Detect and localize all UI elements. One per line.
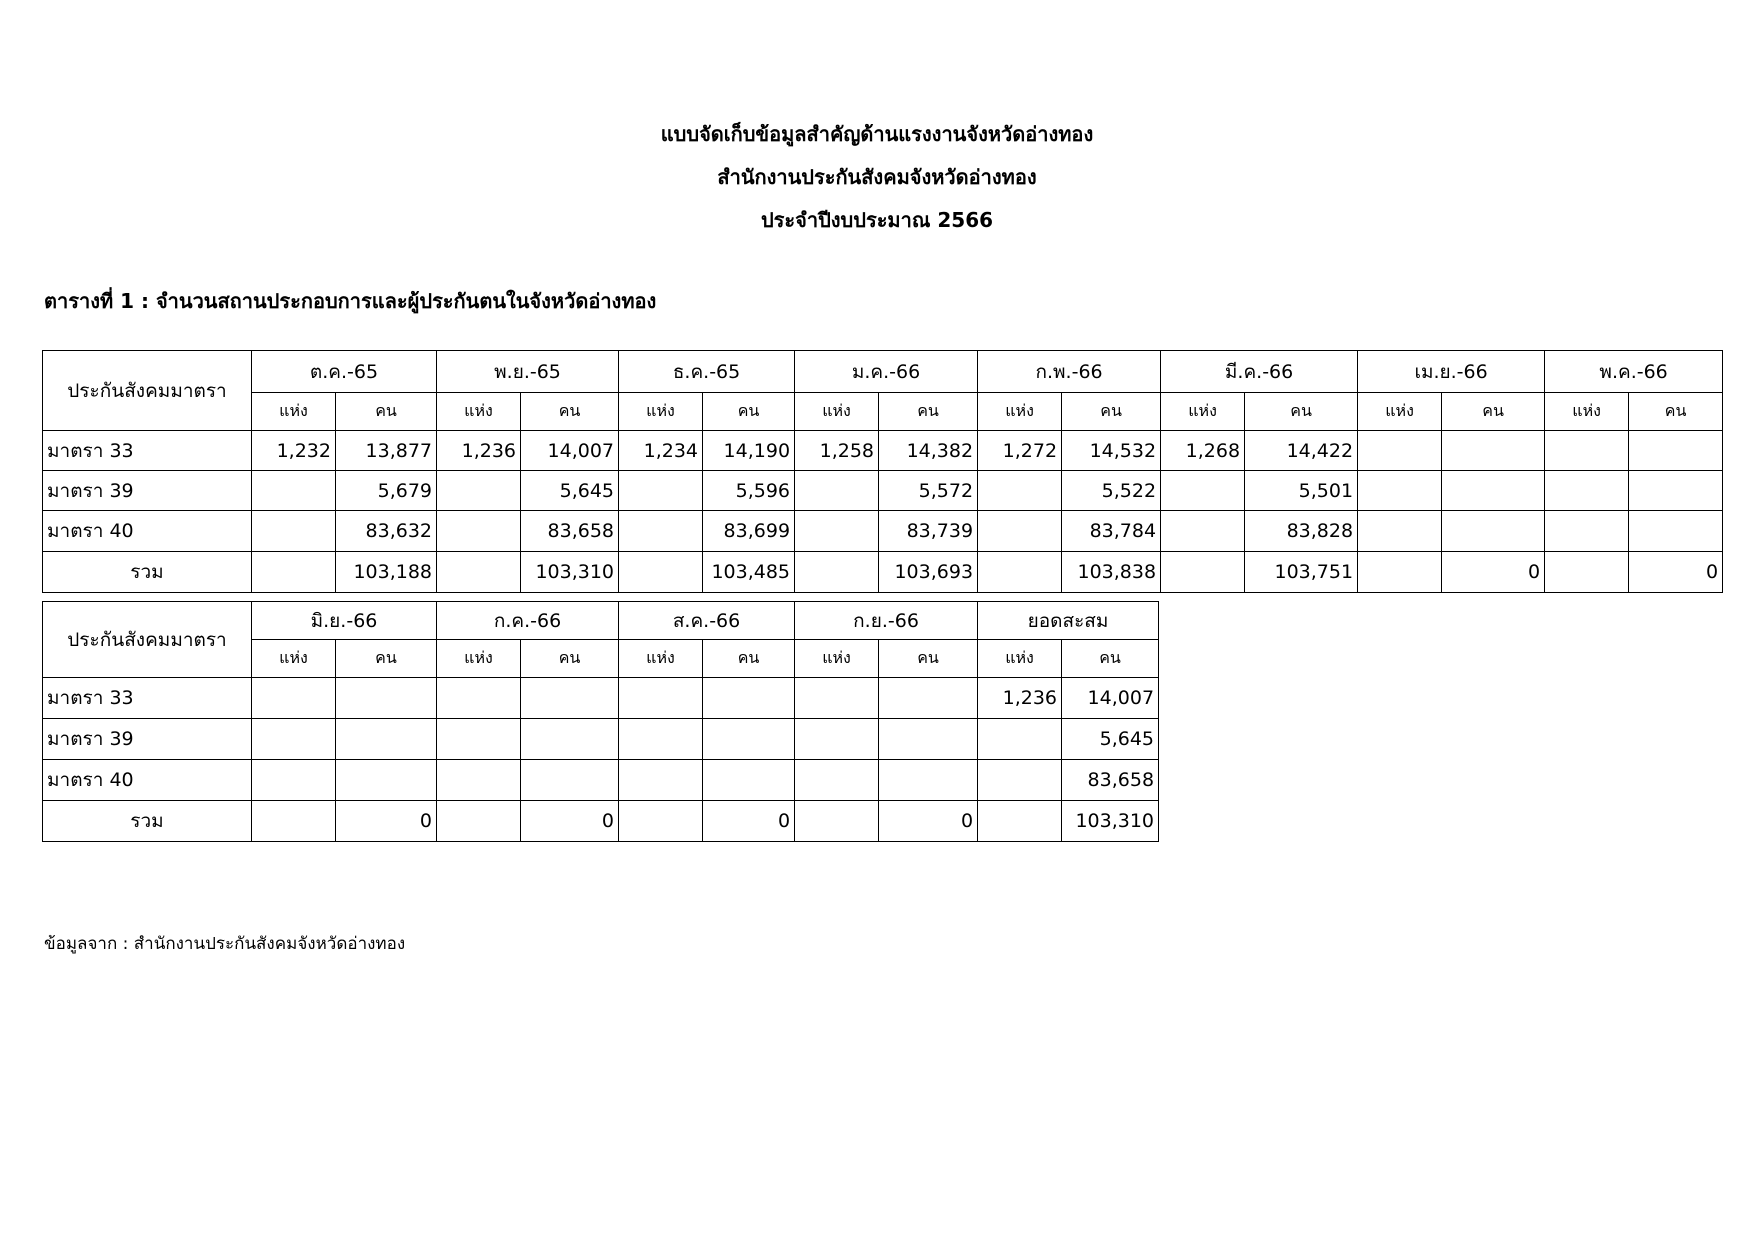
cumulative-header: ยอดสะสม — [978, 602, 1159, 640]
unit-person-header: คน — [703, 393, 795, 431]
cell-establishments — [978, 471, 1062, 511]
month-header: ม.ค.-66 — [795, 351, 978, 393]
cell-insured-persons: 103,188 — [336, 552, 437, 593]
cell-establishments: 1,236 — [437, 431, 521, 471]
cell-insured-persons — [1629, 431, 1723, 471]
row-header-cell: ประกันสังคมมาตรา — [43, 602, 252, 678]
cell-insured-persons: 83,828 — [1245, 511, 1358, 552]
month-header: พ.ค.-66 — [1545, 351, 1723, 393]
cell-insured-persons: 83,699 — [703, 511, 795, 552]
table2-month-header-row — [43, 602, 1159, 640]
cell-insured-persons: 14,532 — [1062, 431, 1161, 471]
month-header: ก.ค.-66 — [437, 602, 619, 640]
cell-establishments — [795, 511, 879, 552]
cell-insured-persons: 83,658 — [1062, 760, 1159, 801]
title-line-2: สำนักงานประกันสังคมจังหวัดอ่างทอง — [717, 165, 1037, 189]
row-label: มาตรา 39 — [43, 471, 252, 511]
cell-insured-persons: 14,382 — [879, 431, 978, 471]
unit-place-header: แห่ง — [795, 393, 879, 431]
cell-insured-persons: 0 — [336, 801, 437, 842]
cell-insured-persons: 103,838 — [1062, 552, 1161, 593]
cell-insured-persons: 14,422 — [1245, 431, 1358, 471]
row-label: มาตรา 40 — [43, 760, 252, 801]
month-header: พ.ย.-65 — [437, 351, 619, 393]
cell-insured-persons — [521, 678, 619, 719]
table1-unit-header-row — [43, 393, 1723, 431]
month-header: ส.ค.-66 — [619, 602, 795, 640]
cell-establishments — [619, 801, 703, 842]
unit-place-header: แห่ง — [795, 640, 879, 678]
cell-insured-persons: 5,501 — [1245, 471, 1358, 511]
cell-insured-persons: 14,007 — [1062, 678, 1159, 719]
cell-establishments — [978, 760, 1062, 801]
cell-establishments: 1,272 — [978, 431, 1062, 471]
cell-insured-persons: 103,751 — [1245, 552, 1358, 593]
unit-place-header: แห่ง — [252, 393, 336, 431]
total-row — [43, 552, 1723, 593]
unit-place-header: แห่ง — [978, 393, 1062, 431]
cell-establishments — [437, 801, 521, 842]
insurance-table-jun-sep-cumulative — [42, 601, 1159, 842]
cell-establishments — [252, 511, 336, 552]
cell-insured-persons: 83,632 — [336, 511, 437, 552]
row-label: มาตรา 40 — [43, 511, 252, 552]
cell-insured-persons: 5,645 — [1062, 719, 1159, 760]
row-label: มาตรา 33 — [43, 678, 252, 719]
cell-insured-persons — [1442, 431, 1545, 471]
cell-establishments: 1,258 — [795, 431, 879, 471]
insurance-table-oct-may — [42, 350, 1723, 593]
unit-place-header: แห่ง — [1161, 393, 1245, 431]
row-label: มาตรา 39 — [43, 719, 252, 760]
month-header: เม.ย.-66 — [1358, 351, 1545, 393]
cell-establishments — [619, 511, 703, 552]
cell-establishments — [1545, 471, 1629, 511]
unit-person-header: คน — [336, 640, 437, 678]
cell-establishments — [978, 552, 1062, 593]
table-row — [43, 431, 1723, 471]
cell-establishments — [795, 801, 879, 842]
month-header: ธ.ค.-65 — [619, 351, 795, 393]
cell-insured-persons: 13,877 — [336, 431, 437, 471]
unit-person-header: คน — [521, 393, 619, 431]
table1-month-header-row — [43, 351, 1723, 393]
month-header: ต.ค.-65 — [252, 351, 437, 393]
table-row — [43, 511, 1723, 552]
month-header: มิ.ย.-66 — [252, 602, 437, 640]
unit-person-header: คน — [879, 393, 978, 431]
cell-establishments — [795, 552, 879, 593]
cell-insured-persons: 83,739 — [879, 511, 978, 552]
cell-establishments — [437, 760, 521, 801]
cell-insured-persons — [703, 678, 795, 719]
unit-place-header: แห่ง — [619, 393, 703, 431]
cell-establishments — [252, 801, 336, 842]
month-header: มี.ค.-66 — [1161, 351, 1358, 393]
cell-establishments — [795, 471, 879, 511]
cell-insured-persons: 83,784 — [1062, 511, 1161, 552]
unit-place-header: แห่ง — [1358, 393, 1442, 431]
cell-establishments — [978, 801, 1062, 842]
cell-insured-persons: 0 — [879, 801, 978, 842]
cell-establishments — [978, 719, 1062, 760]
cell-establishments — [437, 678, 521, 719]
cell-insured-persons: 5,522 — [1062, 471, 1161, 511]
cell-insured-persons: 5,572 — [879, 471, 978, 511]
cell-insured-persons: 5,679 — [336, 471, 437, 511]
cell-insured-persons: 83,658 — [521, 511, 619, 552]
unit-place-header: แห่ง — [252, 640, 336, 678]
cell-establishments: 1,236 — [978, 678, 1062, 719]
unit-place-header: แห่ง — [978, 640, 1062, 678]
row-label: มาตรา 33 — [43, 431, 252, 471]
cell-insured-persons — [879, 678, 978, 719]
cell-insured-persons: 0 — [1629, 552, 1723, 593]
cell-establishments — [1545, 552, 1629, 593]
cell-insured-persons: 5,596 — [703, 471, 795, 511]
cell-insured-persons — [1442, 471, 1545, 511]
cell-establishments — [252, 760, 336, 801]
cell-insured-persons — [879, 760, 978, 801]
cell-insured-persons — [703, 760, 795, 801]
cell-establishments — [1358, 431, 1442, 471]
cell-establishments — [1161, 552, 1245, 593]
cell-establishments — [795, 719, 879, 760]
cell-insured-persons — [336, 760, 437, 801]
cell-insured-persons: 0 — [521, 801, 619, 842]
month-header: ก.พ.-66 — [978, 351, 1161, 393]
title-line-3: ประจำปีงบประมาณ 2566 — [760, 208, 994, 232]
cell-establishments — [619, 552, 703, 593]
unit-person-header: คน — [336, 393, 437, 431]
table-row — [43, 678, 1159, 719]
month-header: ก.ย.-66 — [795, 602, 978, 640]
cell-insured-persons — [521, 760, 619, 801]
cell-insured-persons: 103,693 — [879, 552, 978, 593]
title-line-1: แบบจัดเก็บข้อมูลสำคัญด้านแรงงานจังหวัดอ่างทอง — [660, 122, 1094, 146]
unit-person-header: คน — [521, 640, 619, 678]
unit-person-header: คน — [703, 640, 795, 678]
unit-person-header: คน — [879, 640, 978, 678]
cell-establishments — [437, 719, 521, 760]
cell-establishments — [1358, 552, 1442, 593]
cell-establishments — [1161, 511, 1245, 552]
cell-insured-persons: 103,485 — [703, 552, 795, 593]
cell-establishments — [252, 471, 336, 511]
table-row — [43, 719, 1159, 760]
cell-establishments — [619, 719, 703, 760]
cell-insured-persons: 103,310 — [1062, 801, 1159, 842]
cell-establishments — [437, 511, 521, 552]
table-caption: ตารางที่ 1 : จำนวนสถานประกอบการและผู้ประกันตนในจังหวัดอ่างทอง — [44, 289, 657, 313]
cell-establishments — [437, 552, 521, 593]
unit-person-header: คน — [1245, 393, 1358, 431]
cell-establishments — [1545, 431, 1629, 471]
unit-place-header: แห่ง — [437, 393, 521, 431]
cell-establishments — [1545, 511, 1629, 552]
unit-place-header: แห่ง — [437, 640, 521, 678]
cell-insured-persons: 14,190 — [703, 431, 795, 471]
cell-establishments — [1161, 471, 1245, 511]
cell-establishments — [619, 471, 703, 511]
cell-establishments — [978, 511, 1062, 552]
unit-place-header: แห่ง — [619, 640, 703, 678]
source-note: ข้อมูลจาก : สำนักงานประกันสังคมจังหวัดอ่างทอง — [44, 934, 406, 954]
cell-insured-persons — [521, 719, 619, 760]
unit-person-header: คน — [1062, 640, 1159, 678]
cell-insured-persons: 14,007 — [521, 431, 619, 471]
cell-insured-persons: 0 — [703, 801, 795, 842]
total-label: รวม — [43, 801, 252, 842]
cell-insured-persons: 0 — [1442, 552, 1545, 593]
total-row — [43, 801, 1159, 842]
total-label: รวม — [43, 552, 252, 593]
cell-establishments — [1358, 511, 1442, 552]
cell-insured-persons — [703, 719, 795, 760]
cell-insured-persons — [336, 678, 437, 719]
cell-insured-persons — [1629, 471, 1723, 511]
cell-establishments — [795, 760, 879, 801]
cell-insured-persons: 5,645 — [521, 471, 619, 511]
cell-establishments — [619, 760, 703, 801]
cell-insured-persons — [336, 719, 437, 760]
unit-person-header: คน — [1629, 393, 1723, 431]
cell-establishments — [252, 678, 336, 719]
cell-establishments — [795, 678, 879, 719]
cell-establishments: 1,268 — [1161, 431, 1245, 471]
cell-establishments: 1,234 — [619, 431, 703, 471]
unit-person-header: คน — [1442, 393, 1545, 431]
unit-person-header: คน — [1062, 393, 1161, 431]
cell-establishments: 1,232 — [252, 431, 336, 471]
unit-place-header: แห่ง — [1545, 393, 1629, 431]
table-row — [43, 471, 1723, 511]
cell-establishments — [437, 471, 521, 511]
cell-establishments — [252, 552, 336, 593]
cell-insured-persons: 103,310 — [521, 552, 619, 593]
cell-insured-persons — [879, 719, 978, 760]
cell-establishments — [1358, 471, 1442, 511]
table-row — [43, 760, 1159, 801]
cell-insured-persons — [1442, 511, 1545, 552]
row-header-cell: ประกันสังคมมาตรา — [43, 351, 252, 431]
cell-insured-persons — [1629, 511, 1723, 552]
cell-establishments — [619, 678, 703, 719]
cell-establishments — [252, 719, 336, 760]
